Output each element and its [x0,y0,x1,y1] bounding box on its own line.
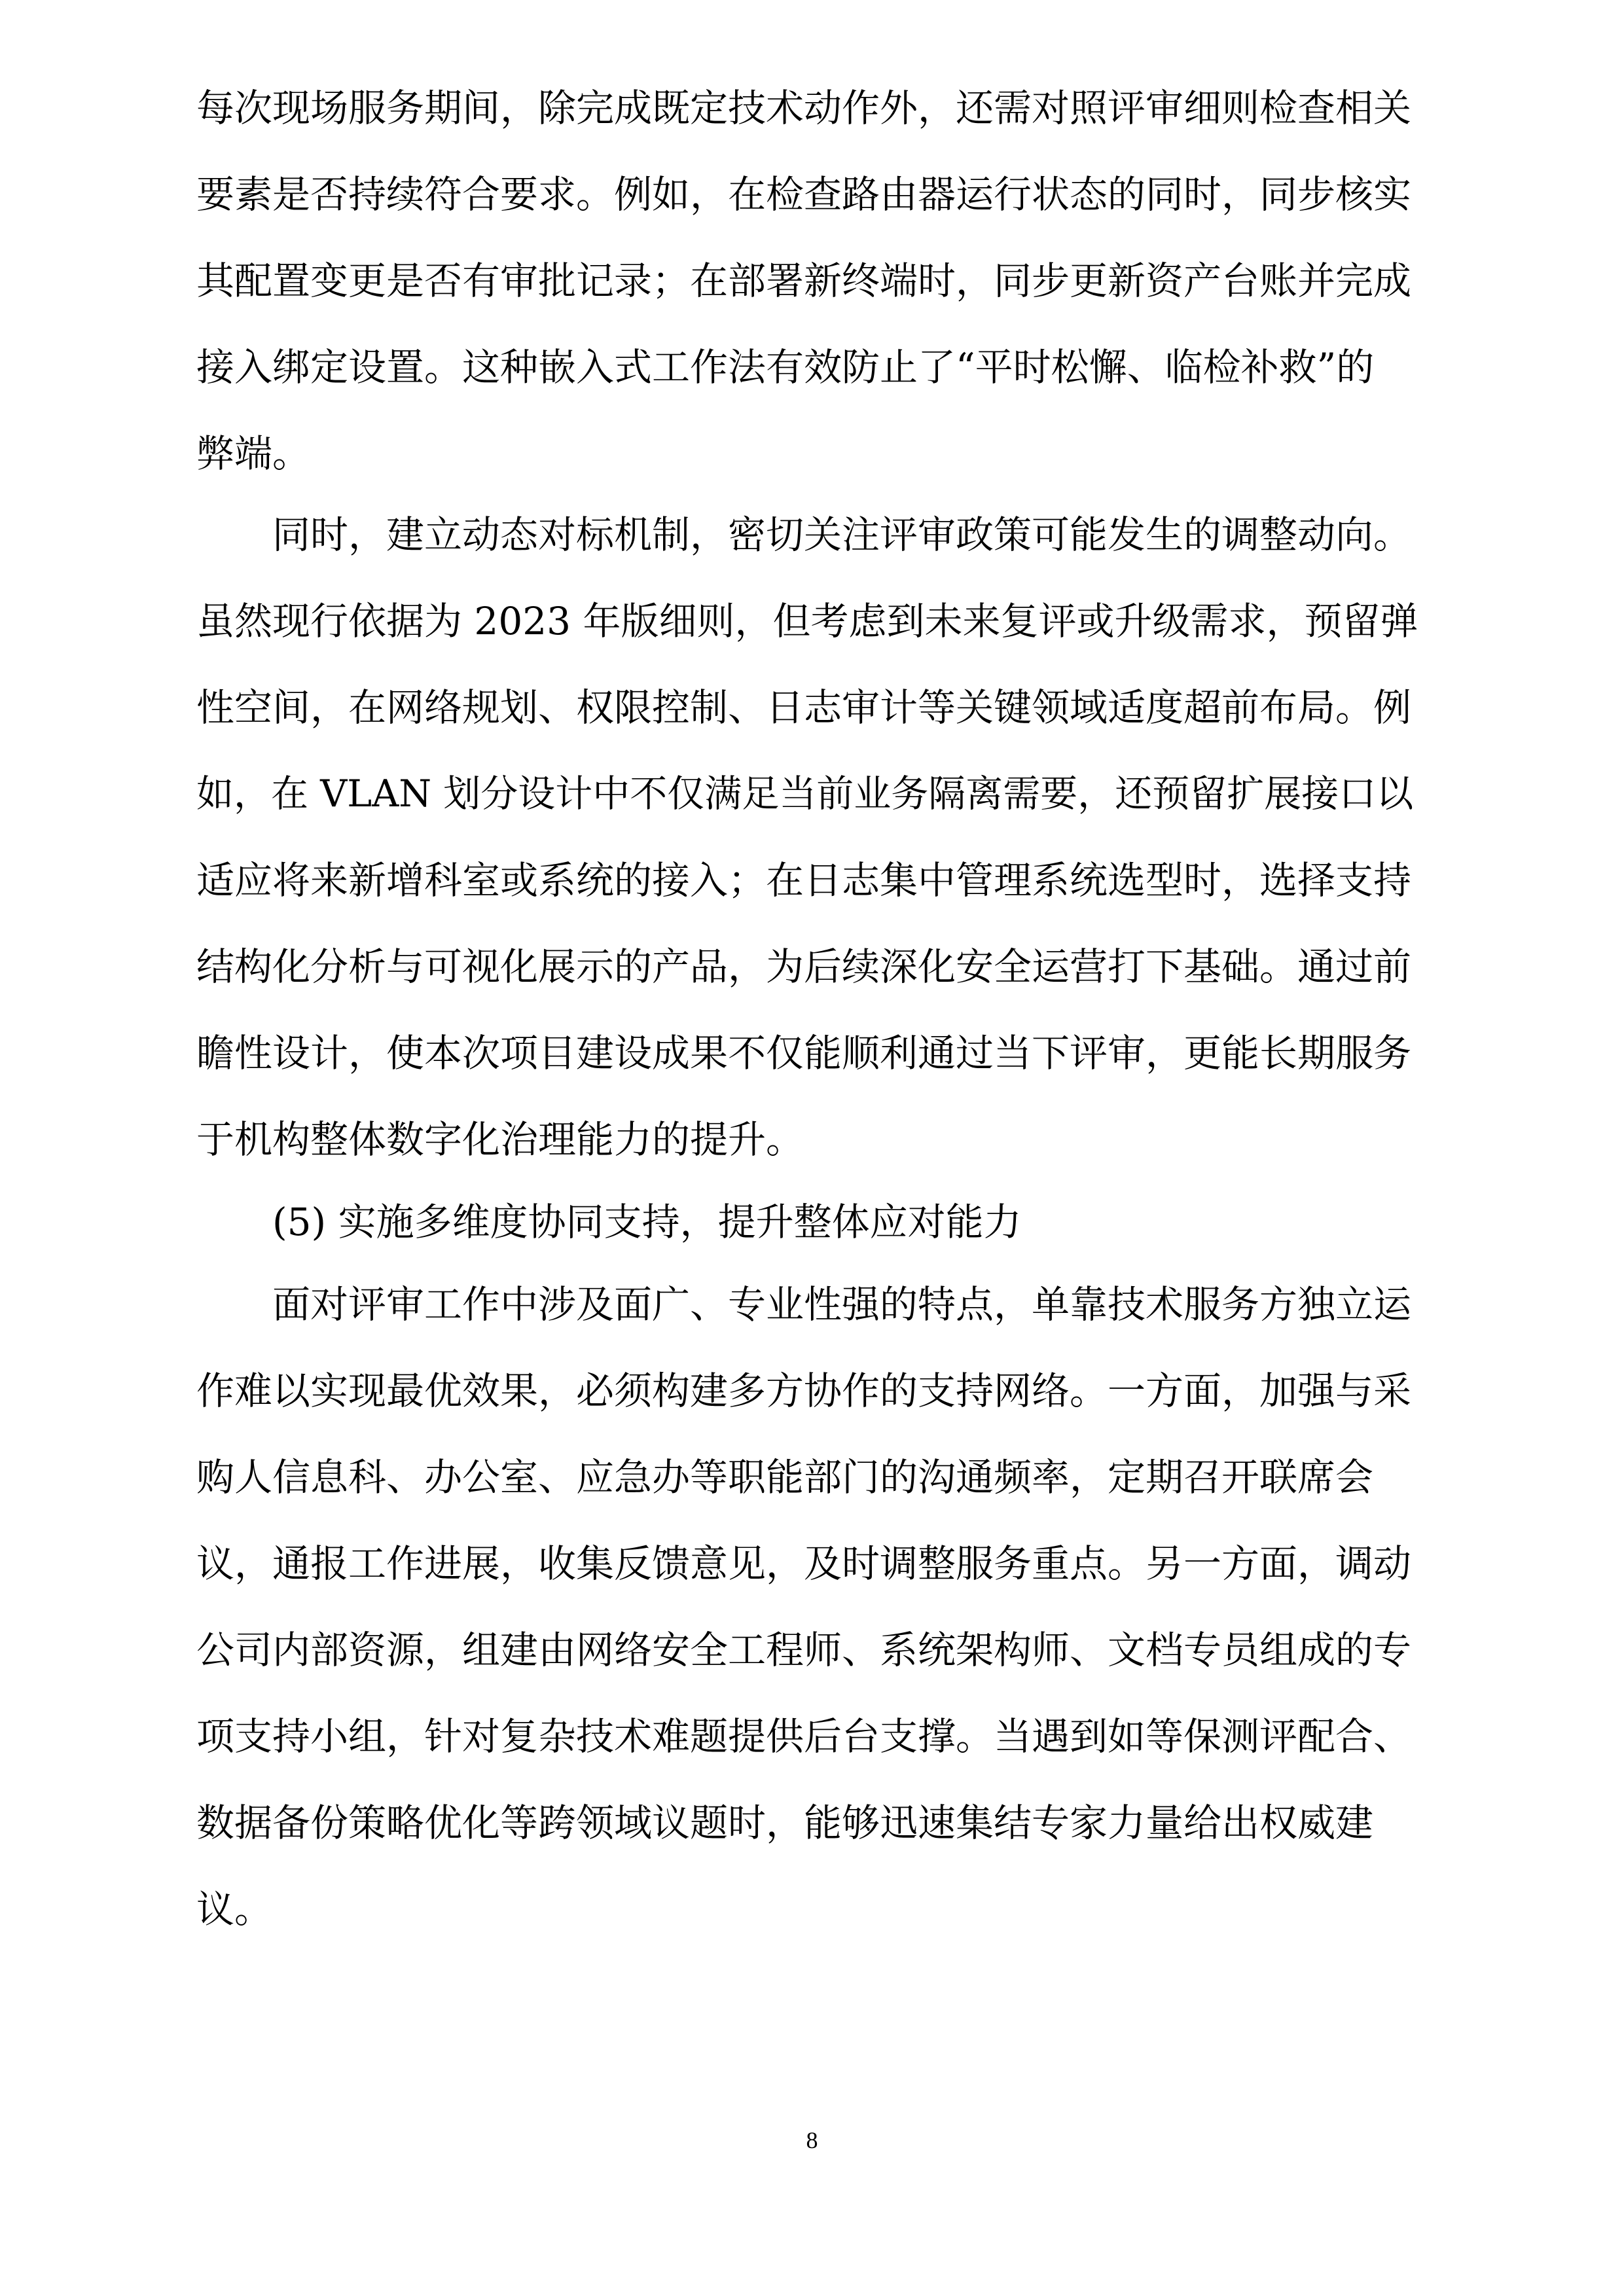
paragraph-3-line-4: 议，通报工作进展，收集反馈意见，及时调整服务重点。另一方面，调动 [196,1541,1412,1586]
paragraph-3-line-3: 购人信息科、办公室、应急办等职能部门的沟通频率，定期召开联席会 [196,1455,1374,1499]
section-heading: (5) 实施多维度协同支持，提升整体应对能力 [272,1200,1022,1244]
paragraph-2-line-7: 瞻性设计，使本次项目建设成果不仅能顺利通过当下评审，更能长期服务 [196,1031,1412,1075]
paragraph-3-line-7: 数据备份策略优化等跨领域议题时，能够迅速集结专家力量给出权威建 [196,1801,1374,1845]
paragraph-1-line-4: 接入绑定设置。这种嵌入式工作法有效防止了“平时松懈、临检补救”的 [196,345,1375,389]
paragraph-2-line-8: 于机构整体数字化治理能力的提升。 [196,1117,804,1162]
paragraph-3-line-6: 项支持小组，针对复杂技术难题提供后台支撑。当遇到如等保测评配合、 [196,1714,1412,1759]
page-number: 8 [806,2127,818,2153]
paragraph-3-line-1: 面对评审工作中涉及面广、专业性强的特点，单靠技术服务方独立运 [272,1282,1412,1327]
paragraph-3-line-8: 议。 [196,1887,273,1931]
paragraph-1-line-3: 其配置变更是否有审批记录；在部署新终端时，同步更新资产台账并完成 [196,259,1412,303]
paragraph-2-line-2: 虽然现行依据为 2023 年版细则，但考虑到未来复评或升级需求，预留弹 [196,599,1418,643]
paragraph-2-line-3: 性空间，在网络规划、权限控制、日志审计等关键领域适度超前布局。例 [196,685,1412,730]
paragraph-1-line-1: 每次现场服务期间，除完成既定技术动作外，还需对照评审细则检查相关 [196,86,1412,130]
paragraph-2-line-4: 如，在 VLAN 划分设计中不仅满足当前业务隔离需要，还预留扩展接口以 [196,772,1414,816]
paragraph-1-line-5: 弊端。 [196,431,311,476]
paragraph-2-line-6: 结构化分析与可视化展示的产品，为后续深化安全运营打下基础。通过前 [196,944,1412,989]
paragraph-2-line-1: 同时，建立动态对标机制，密切关注评审政策可能发生的调整动向。 [272,512,1412,557]
paragraph-3-line-5: 公司内部资源，组建由网络安全工程师、系统架构师、文档专员组成的专 [196,1628,1412,1672]
paragraph-3-line-2: 作难以实现最优效果，必须构建多方协作的支持网络。一方面，加强与采 [196,1369,1412,1413]
paragraph-2-line-5: 适应将来新增科室或系统的接入；在日志集中管理系统选型时，选择支持 [196,858,1412,903]
paragraph-1-line-2: 要素是否持续符合要求。例如，在检查路由器运行状态的同时，同步核实 [196,172,1412,217]
